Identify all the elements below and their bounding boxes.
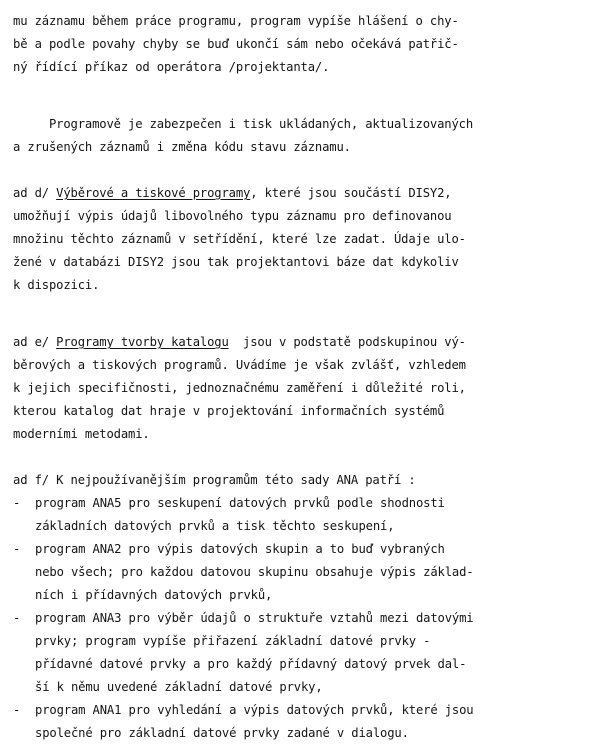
text-line: běrových a tiskových programů. Uvádíme je však zvlášť, vzhledem xyxy=(13,358,466,372)
section-f-heading: ad f/ K nejpoužívanějším programům této sady ANA patří : xyxy=(13,473,416,487)
text-line: program ANA1 pro vyhledání a výpis datových prvků, které jsou xyxy=(35,703,474,717)
text-line: umožňují výpis údajů libovolného typu záznamu pro definovanou xyxy=(13,209,452,223)
text-line: program ANA5 pro seskupení datových prvků podle shodnosti xyxy=(35,496,445,510)
text-line: k jejich specifičnosti, jednoznačnému zaměření i důležité roli, xyxy=(13,381,466,395)
section-e-first-line xyxy=(13,331,606,354)
intro-paragraph xyxy=(13,10,606,79)
section-d-term: Výběrové a tiskové programy xyxy=(56,186,251,200)
text-line: žené v databázi DISY2 jsou tak projektantovi báze dat kdykoliv xyxy=(13,255,459,269)
text-line: prvky; program vypíše přiřazení základní datové prvky - xyxy=(35,634,431,648)
text-line: program ANA3 pro výběr údajů o struktuře vztahů mezi datovými xyxy=(35,611,474,625)
text-line: k dispozici. xyxy=(13,278,100,292)
dash-bullet: - xyxy=(13,496,21,510)
text-line: přídavné datové prvky a pro každý přídavný datový prvek dal- xyxy=(35,657,467,671)
text-line: společné pro základní datové prvky zadané v dialogu. xyxy=(35,726,409,740)
section-e-line1-rest: jsou v podstatě podskupinou vý- xyxy=(228,335,466,349)
section-d-first-line xyxy=(13,182,606,205)
text-line: kterou katalog dat hraje v projektování informačních systémů xyxy=(13,404,445,418)
text-line: základních datových prvků a tisk těchto seskupení, xyxy=(35,519,395,533)
text-line: mu záznamu během práce programu, program vypíše hlášení o chy- xyxy=(13,14,459,28)
section-d-line1-rest: , které jsou součástí DISY2, xyxy=(250,186,452,200)
list-item xyxy=(13,492,606,538)
text-line: Programově je zabezpečen i tisk ukládaných, aktualizovaných xyxy=(13,117,473,131)
section-f xyxy=(13,469,606,745)
text-line: ný řídící příkaz od operátora /projektanta/. xyxy=(13,60,330,74)
dash-bullet: - xyxy=(13,611,21,625)
list-item xyxy=(13,699,606,745)
text-line: bě a podle povahy chyby se buď ukončí sám nebo očekává patřič- xyxy=(13,37,459,51)
dash-bullet: - xyxy=(13,703,21,717)
section-e-term: Programy tvorby katalogu xyxy=(56,335,229,349)
section-d-paragraph xyxy=(13,182,606,297)
print-paragraph xyxy=(13,113,606,159)
list-item xyxy=(13,607,606,699)
text-line: nebo všech; pro každou datovou skupinu obsahuje výpis základ- xyxy=(35,565,474,579)
text-line: moderními metodami. xyxy=(13,427,150,441)
text-line: ší k němu uvedené základní datové prvky, xyxy=(35,680,323,694)
dash-bullet: - xyxy=(13,542,21,556)
text-line: ních i přídavných datových prvků, xyxy=(35,588,273,602)
section-d-prefix: ad d/ xyxy=(13,186,57,200)
section-e-prefix: ad e/ xyxy=(13,335,57,349)
section-e-paragraph xyxy=(13,331,606,446)
text-line: množinu těchto záznamů v setřídění, které lze zadat. Údaje ulo- xyxy=(13,232,466,246)
text-line: program ANA2 pro výpis datových skupin a to buď vybraných xyxy=(35,542,445,556)
list-item xyxy=(13,538,606,607)
text-line: a zrušených záznamů i změna kódu stavu záznamu. xyxy=(13,140,351,154)
